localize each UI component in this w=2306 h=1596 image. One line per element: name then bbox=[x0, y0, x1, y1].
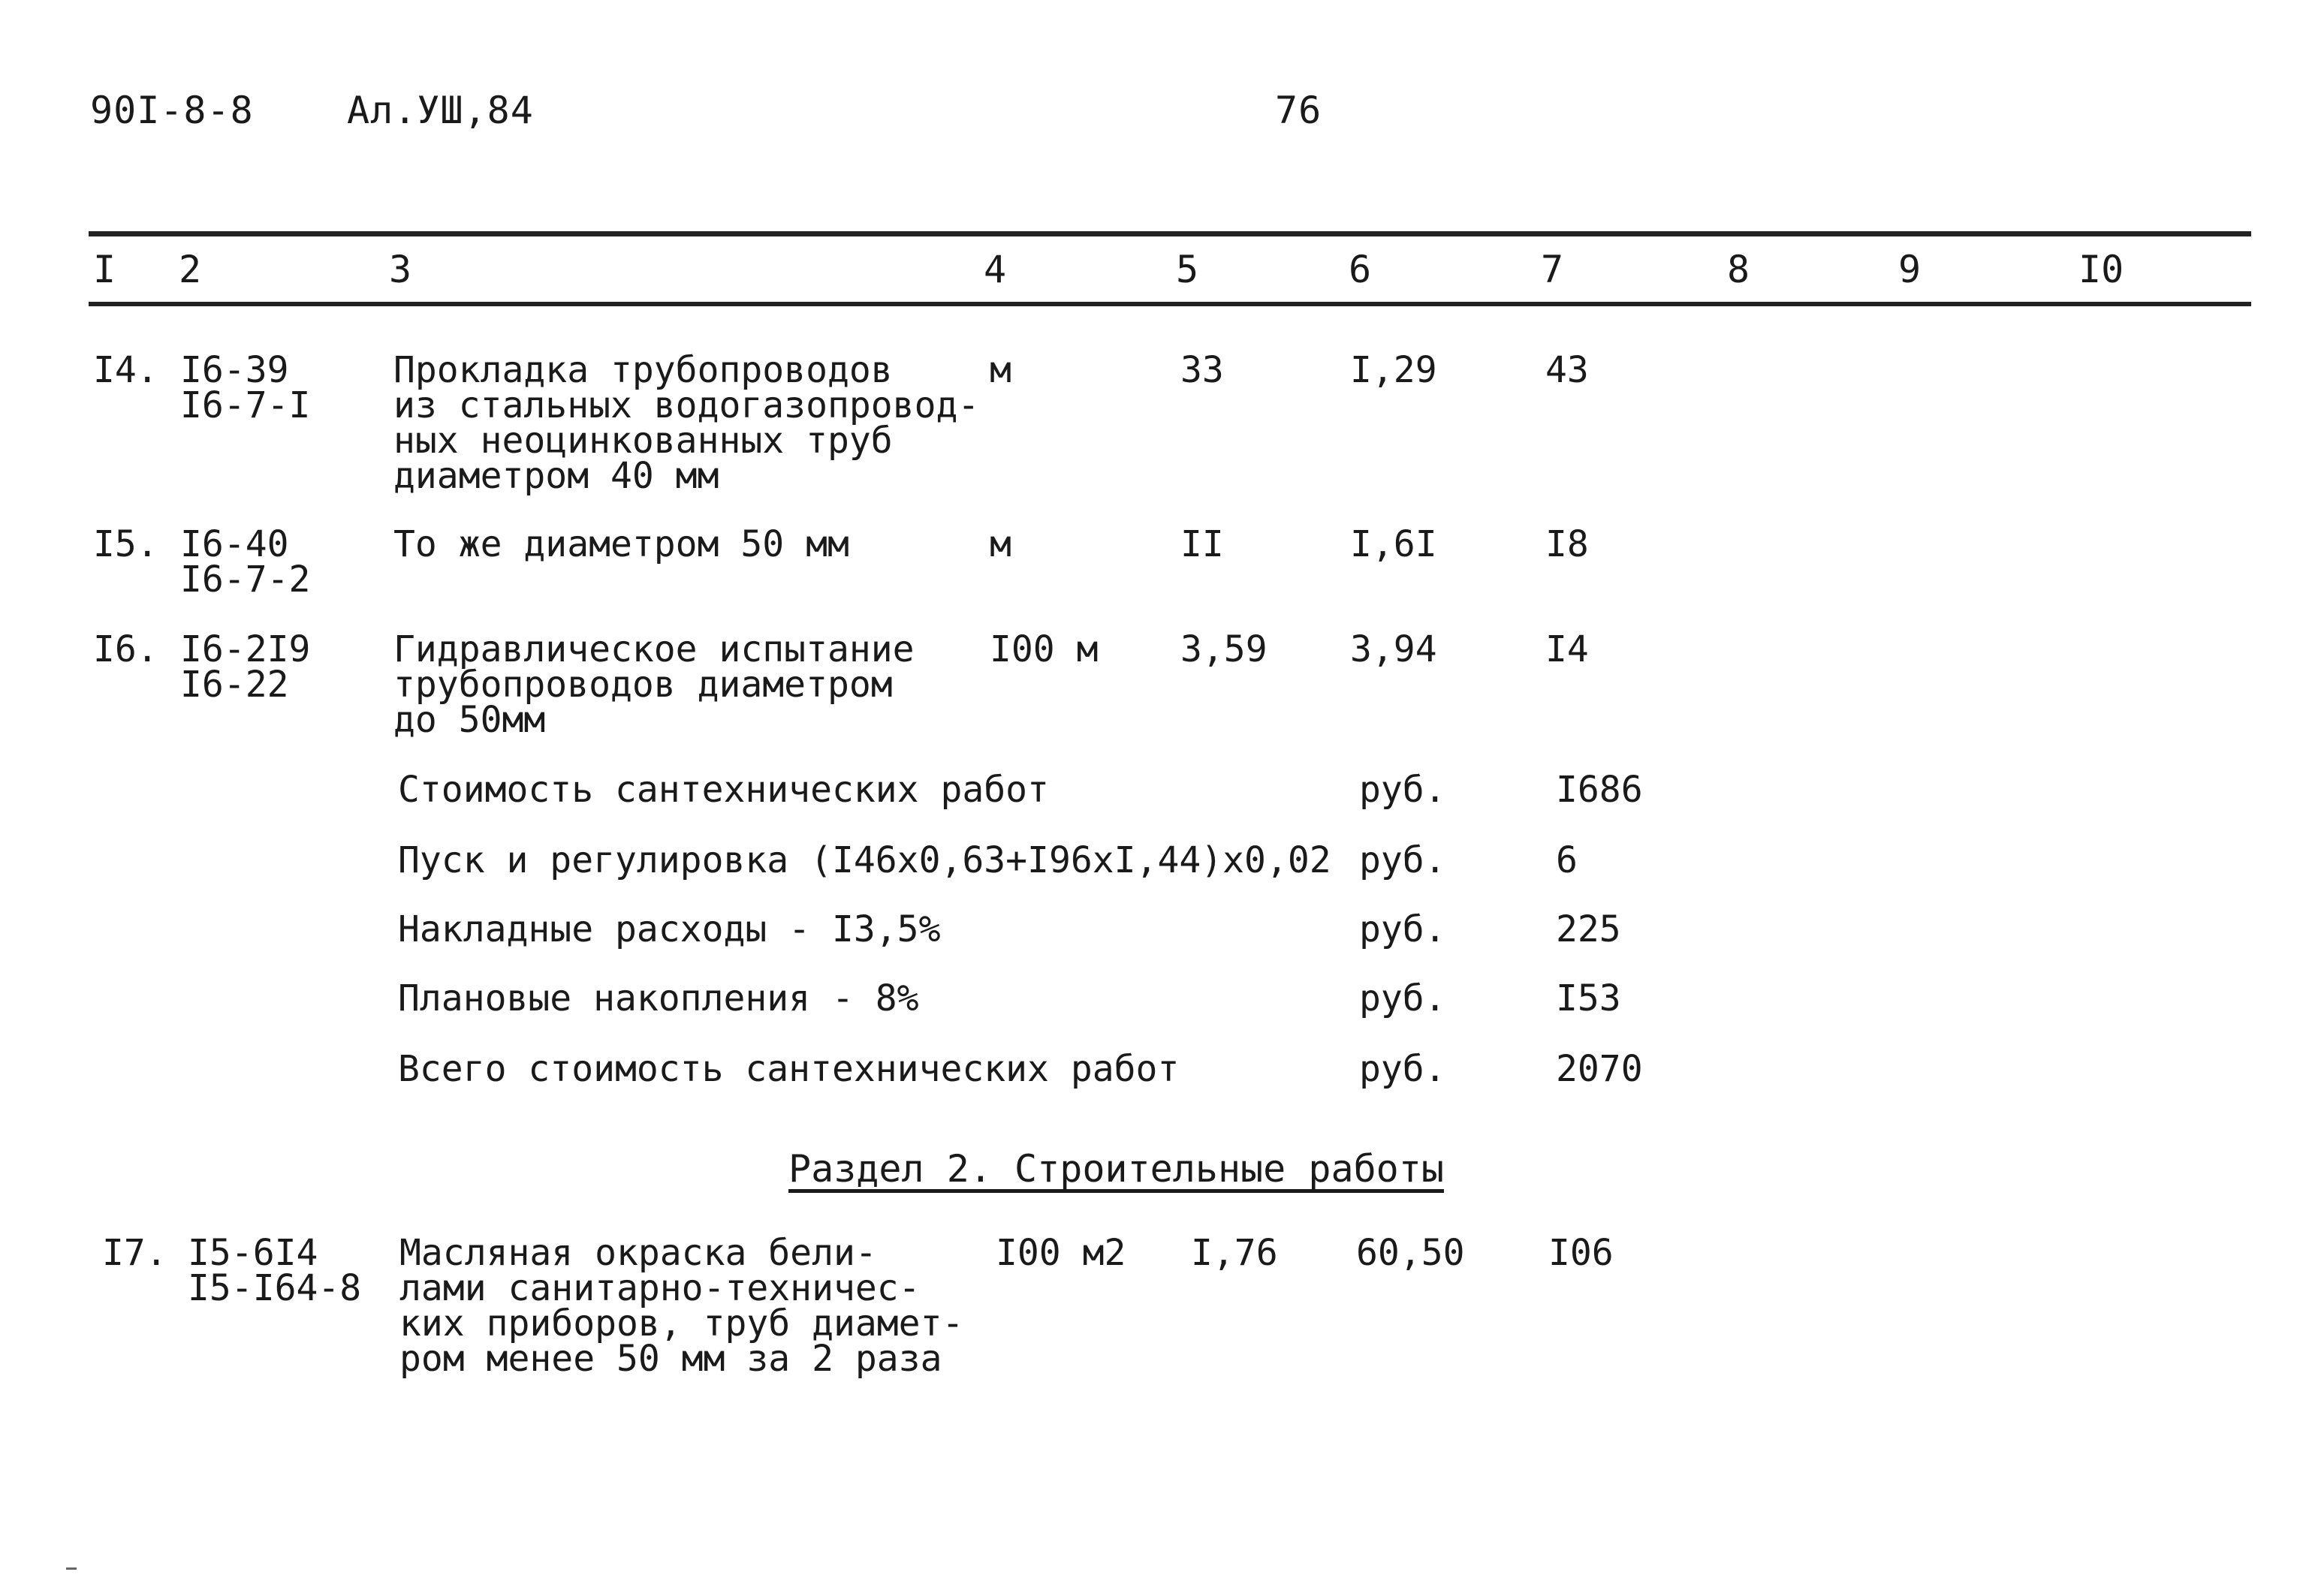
album-reference: Ал.УШ,84 bbox=[347, 89, 534, 132]
summary-value: 2070 bbox=[1556, 1048, 1643, 1090]
row-unit: I00 м bbox=[990, 628, 1099, 670]
row-description: Масляная окраска бели- лами санитарно-техничес- ких приборов, труб диамет- ром менее 50 мм за 2 раза bbox=[399, 1232, 964, 1380]
row-cost: I06 bbox=[1548, 1232, 1614, 1274]
summary-unit: руб. bbox=[1359, 977, 1446, 1019]
summary-label: Всего стоимость сантехнических работ bbox=[398, 1048, 1180, 1090]
row-number: I6. bbox=[93, 628, 158, 670]
row-price: 3,94 bbox=[1350, 628, 1437, 670]
column-header-6: 6 bbox=[1349, 248, 1372, 291]
summary-label: Накладные расходы - I3,5% bbox=[398, 908, 941, 950]
row-description: Прокладка трубопроводов из стальных водогазопровод- ных неоцинкованных труб диаметром 40 мм bbox=[393, 349, 980, 497]
section-title: Раздел 2. Строительные работы bbox=[788, 1147, 1444, 1191]
column-header-7: 7 bbox=[1541, 248, 1564, 291]
column-header-3: 3 bbox=[389, 248, 412, 291]
summary-label: Пуск и регулировка (I46х0,63+I96хI,44)х0,02 bbox=[398, 839, 1331, 881]
column-header-8: 8 bbox=[1727, 248, 1750, 291]
row-price: I,29 bbox=[1350, 349, 1437, 391]
row-unit: I00 м2 bbox=[996, 1232, 1126, 1274]
row-unit: м bbox=[990, 523, 1011, 565]
row-price: I,6I bbox=[1350, 523, 1437, 565]
row-cost: I4 bbox=[1545, 628, 1589, 670]
column-header-5: 5 bbox=[1176, 248, 1199, 291]
summary-unit: руб. bbox=[1359, 769, 1446, 811]
row-quantity: II bbox=[1180, 523, 1224, 565]
summary-unit: руб. bbox=[1359, 908, 1446, 950]
summary-value: I53 bbox=[1556, 977, 1621, 1019]
row-description: Гидравлическое испытание трубопроводов диаметром до 50мм bbox=[393, 628, 915, 741]
row-codes: I6-39 I6-7-I bbox=[180, 349, 311, 426]
document-code: 90I-8-8 bbox=[90, 89, 254, 132]
row-codes: I5-6I4 I5-I64-8 bbox=[188, 1232, 362, 1309]
table-top-rule bbox=[89, 231, 2251, 236]
row-quantity: I,76 bbox=[1191, 1232, 1278, 1274]
column-header-10: I0 bbox=[2078, 248, 2124, 291]
summary-value: 6 bbox=[1556, 839, 1578, 881]
row-number: I7. bbox=[102, 1232, 167, 1274]
row-quantity: 3,59 bbox=[1180, 628, 1268, 670]
row-number: I4. bbox=[93, 349, 158, 391]
row-codes: I6-40 I6-7-2 bbox=[180, 523, 311, 601]
row-description: То же диаметром 50 мм bbox=[393, 523, 849, 565]
table-header-rule bbox=[89, 302, 2251, 306]
column-header-1: I bbox=[93, 248, 116, 291]
row-unit: м bbox=[990, 349, 1011, 391]
row-number: I5. bbox=[93, 523, 158, 565]
page-number: 76 bbox=[1275, 89, 1322, 132]
column-header-4: 4 bbox=[984, 248, 1007, 291]
row-price: 60,50 bbox=[1356, 1232, 1465, 1274]
summary-unit: руб. bbox=[1359, 839, 1446, 881]
scan-mark bbox=[66, 1567, 77, 1570]
row-cost: 43 bbox=[1545, 349, 1589, 391]
row-quantity: 33 bbox=[1180, 349, 1224, 391]
row-codes: I6-2I9 I6-22 bbox=[180, 628, 311, 706]
summary-label: Плановые накопления - 8% bbox=[398, 977, 919, 1019]
summary-unit: руб. bbox=[1359, 1048, 1446, 1090]
summary-value: I686 bbox=[1556, 769, 1643, 811]
summary-value: 225 bbox=[1556, 908, 1621, 950]
summary-label: Стоимость сантехнических работ bbox=[398, 769, 1049, 811]
column-header-2: 2 bbox=[179, 248, 202, 291]
column-header-9: 9 bbox=[1898, 248, 1922, 291]
row-cost: I8 bbox=[1545, 523, 1589, 565]
